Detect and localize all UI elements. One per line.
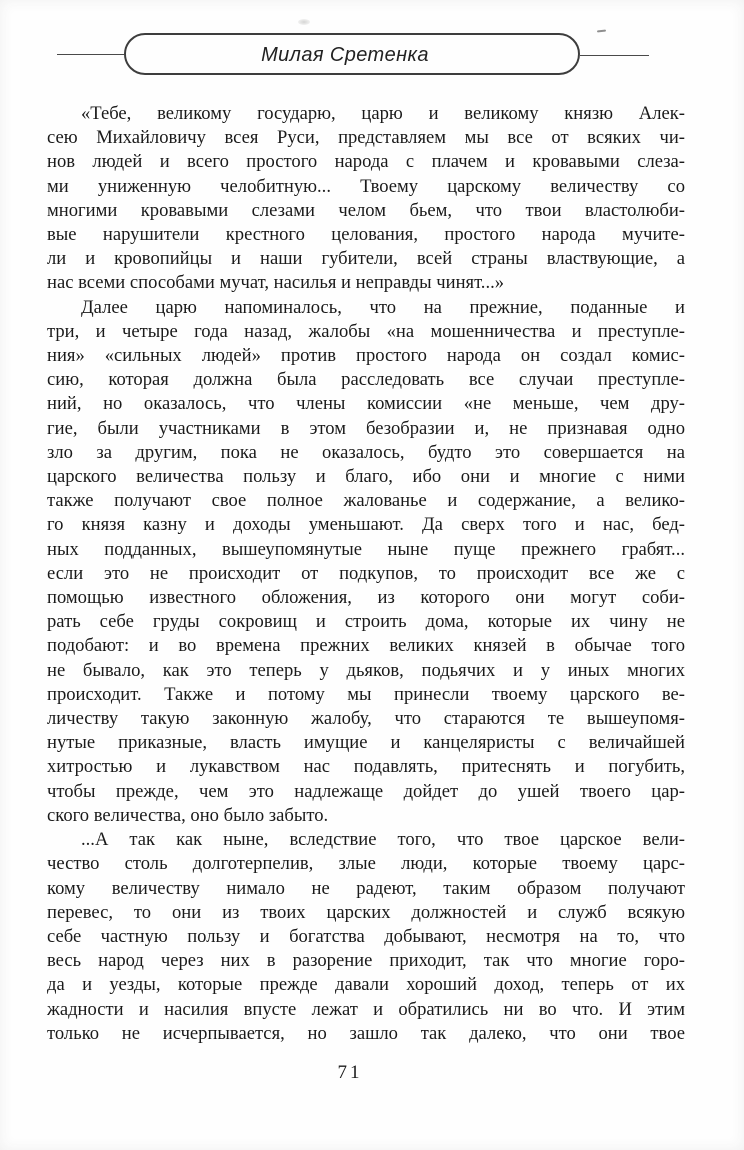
text-line: если это не происходит от подкупов, то происходит все же с [47,562,685,584]
text-line: подобают: и во времена прежних великих князей в обычае того [47,635,685,657]
text-line: происходит. Также и потому мы принесли твоему царского ве- [47,683,685,705]
text-line: личеству такую законную жалобу, что стараются те вышеупомя- [47,708,685,730]
text-line: себе частную пользу и богатства добывают, несмотря на то, что [47,925,685,947]
text-line: хитростью и лукавством нас подавлять, притеснять и погубить, [47,756,685,778]
text-line: ний, но оказалось, что члены комиссии «не меньше, чем дру- [47,393,685,415]
text-line: ния» «сильных людей» против простого народа он создал комис- [47,345,685,367]
text-line: да и уезды, которые прежде давали хороший доход, теперь от их [47,974,685,996]
text-line: ных подданных, вышеупомянутые ныне пуще прежнего грабят... [47,538,685,560]
text-line: чество столь долготерпелив, злые люди, которые твоему царс- [47,853,685,875]
text-line: ли и кровопийцы и наши губители, всей страны властвующие, а [47,248,685,270]
chapter-title: Милая Сретенка [261,43,429,66]
text-line: жадности и насилия впусте лежат и обратились ни во что. И этим [47,998,685,1020]
text-line: Далее царю напоминалось, что на прежние, поданные и [81,296,685,318]
text-line: ми униженную челобитную... Твоему царскому величеству со [47,175,685,197]
text-line: три, и четыре года назад, жалобы «на мошенничества и преступле- [47,320,685,342]
body-text [47,102,685,1046]
text-line: «Тебе, великому государю, царю и великому князю Алек- [81,103,685,124]
text-line: также получают свое полное жалованье и содержание, а велико- [47,490,685,512]
text-line: не бывало, как это теперь у дьяков, подьячих и у иных многих [47,659,685,681]
text-line: гие, были участниками в этом безобразии и, не признавая одно [47,417,685,439]
text-line: перевес, то они из твоих царских должностей и служб всякую [47,901,685,923]
scan-speck-dash [597,30,606,33]
scan-speck-smudge [298,19,310,25]
page-number: 71 [337,1062,363,1083]
text-line: весь народ через них в разорение приходит, так что многие горо- [47,950,685,972]
text-line: помощью известного обложения, из которого они могут соби- [47,587,685,609]
text-line: рать себе груды сокровищ и строить дома, которые их чину не [47,611,685,633]
text-line: го князя казну и доходы уменьшают. Да сверх того и нас, бед- [47,514,685,536]
text-line: зло за другим, пока не оказалось, будто это совершается на [47,441,685,463]
text-line: сею Михайловичу всея Руси, представляем мы все от всяких чи- [47,127,685,149]
header-rule-left [57,54,124,55]
text-line: царского величества пользу и благо, ибо они и многие с ними [47,466,685,488]
text-line: ...А так как ныне, вследствие того, что твое царское вели- [81,829,685,851]
text-line: сию, которая должна была расследовать все случаи преступле- [47,369,685,391]
text-line: ского величества, оно было забыто. [47,804,329,826]
text-line: нутые приказные, власть имущие и канцеляристы с величайшей [47,732,685,754]
text-line: нов людей и всего простого народа с плачем и кровавыми слеза- [47,151,685,173]
text-line: вые нарушители крестного целования, простого народа мучите- [47,224,685,246]
text-line: кому величеству нимало не радеют, таким образом получают [47,877,685,899]
text-line: чтобы прежде, чем это надлежаще дойдет до ушей твоего цар- [47,780,685,802]
header-rule-right [580,55,649,56]
chapter-title-banner [124,33,580,75]
text-line: многими кровавыми слезами челом бьем, что твои властолюби- [47,199,685,221]
text-line: нас всеми способами мучат, насилья и неправды чинят...» [47,272,505,294]
text-line: только не исчерпывается, но зашло так далеко, что они твое [47,1022,685,1044]
